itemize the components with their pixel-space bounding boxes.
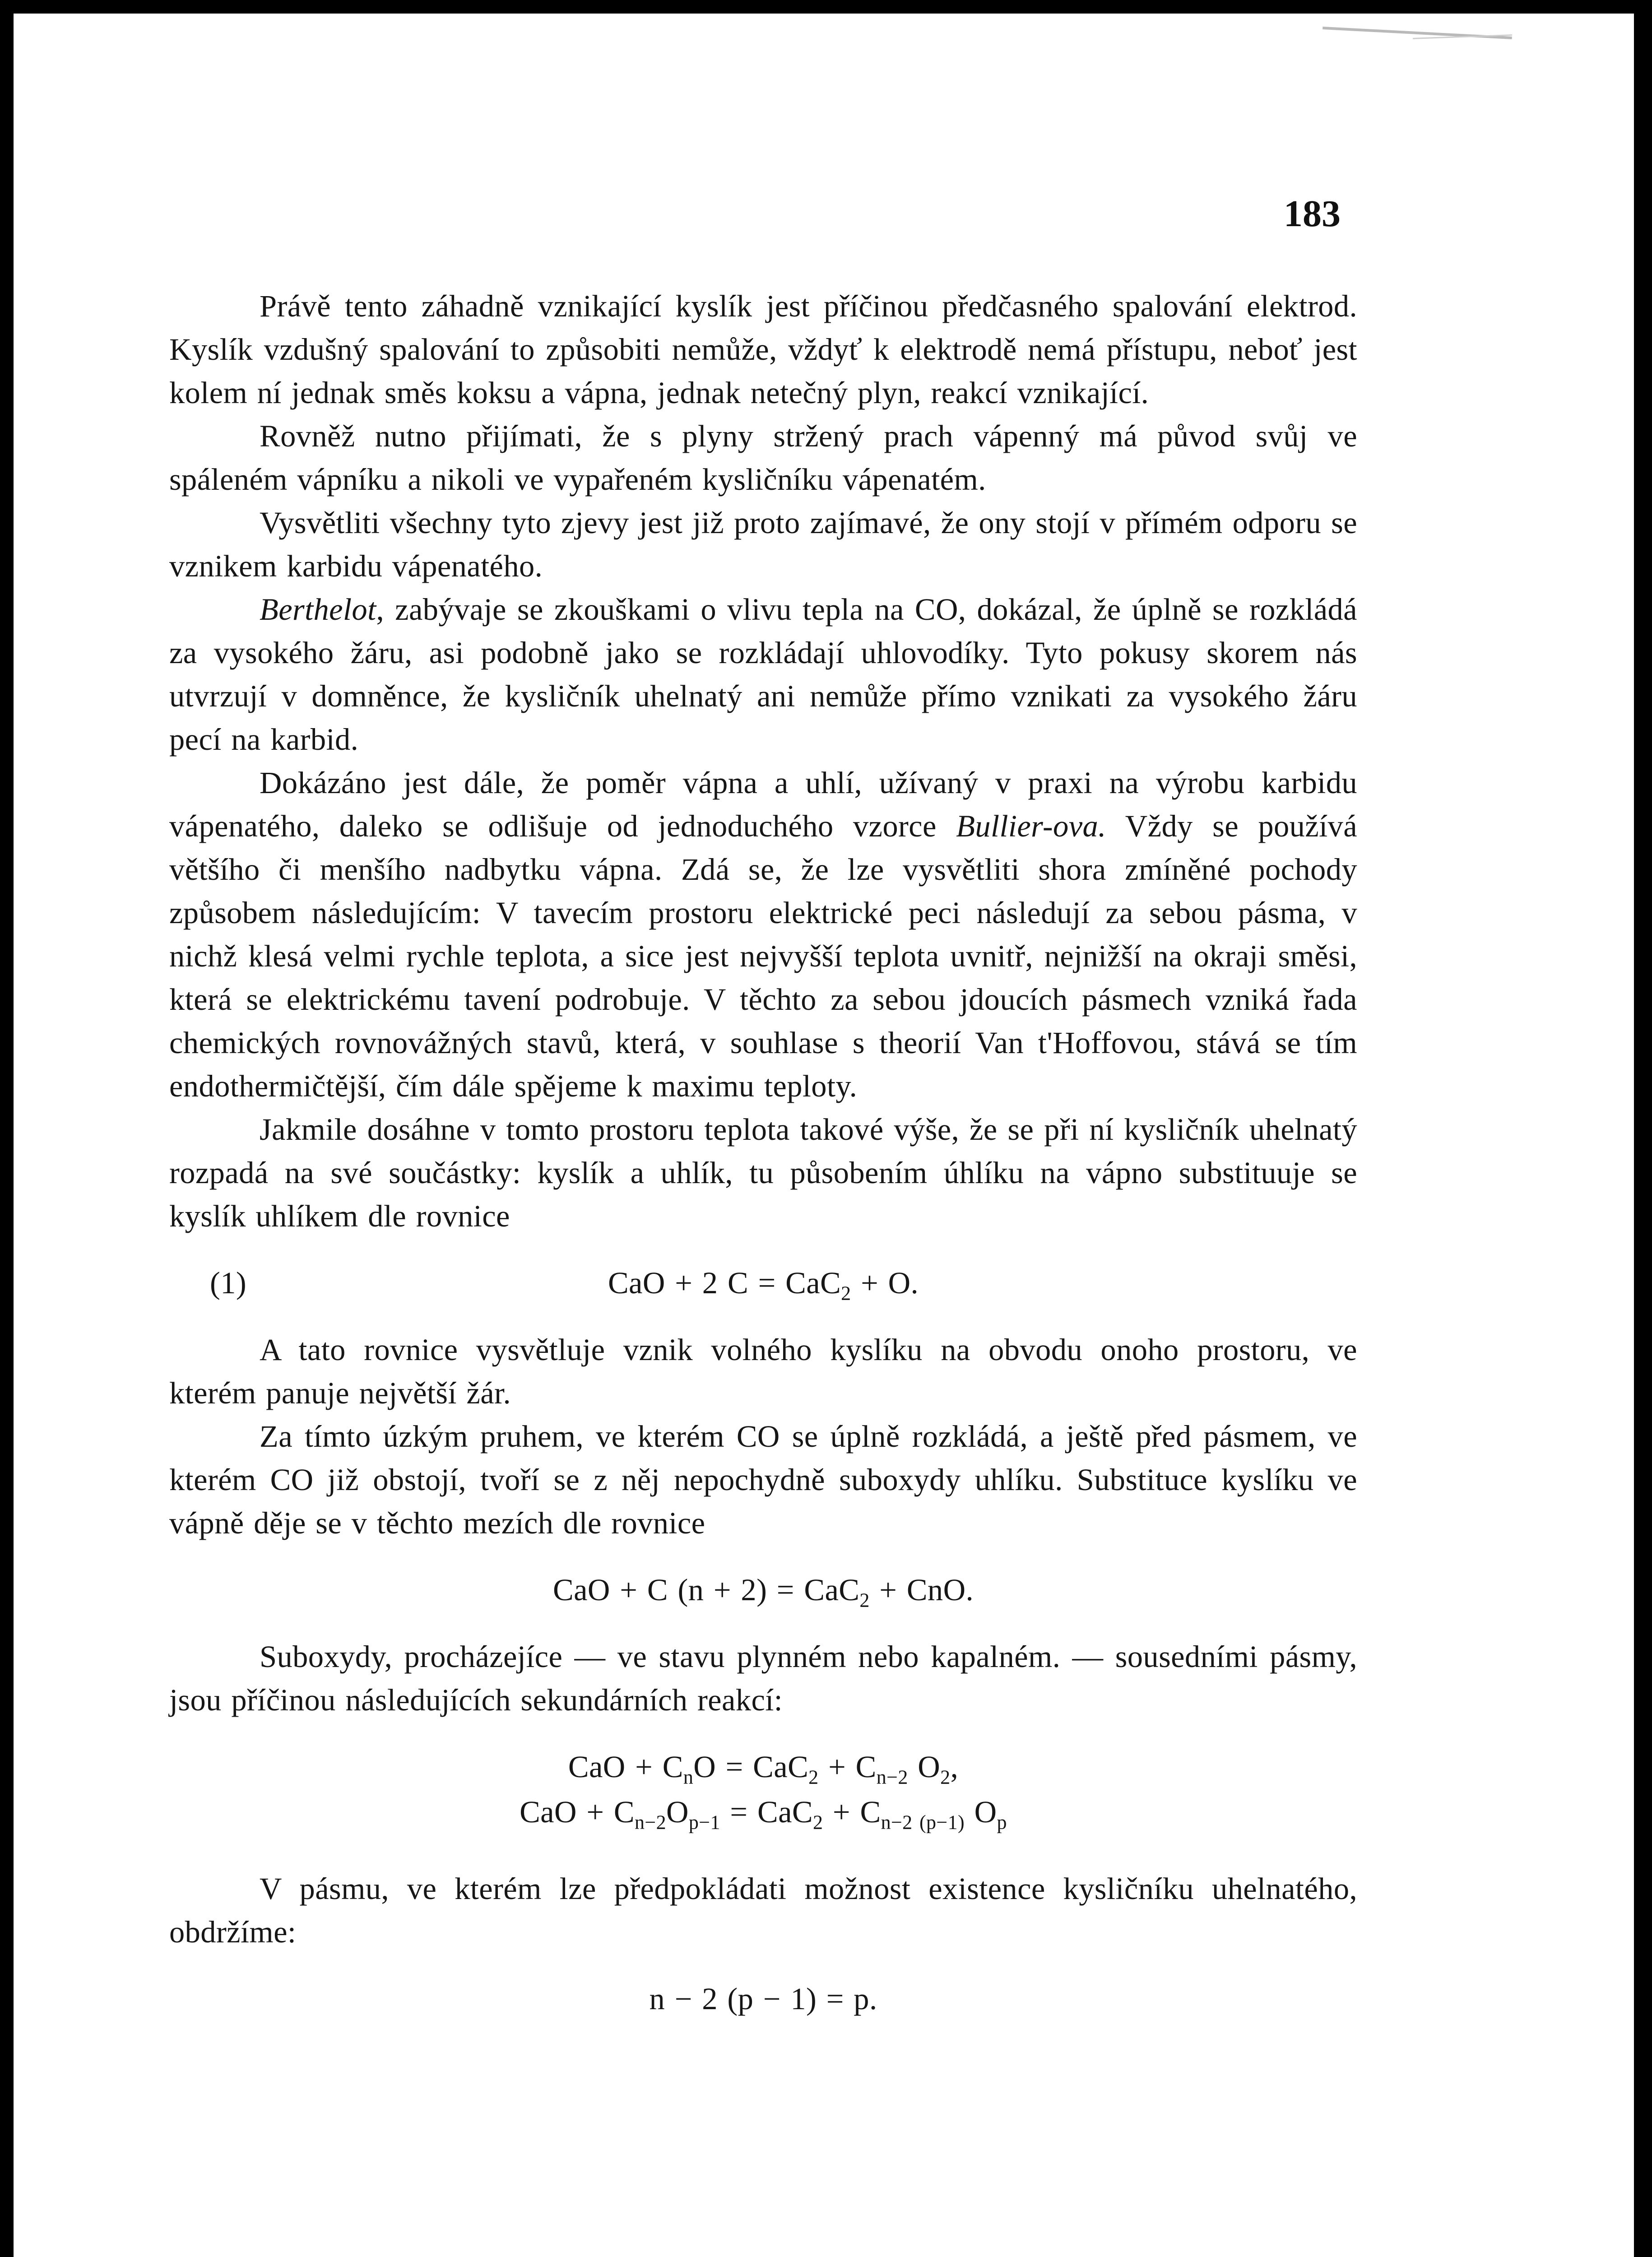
- equation-4-part: O: [666, 1795, 689, 1829]
- equation-4-part: + C: [823, 1795, 881, 1829]
- author-name-bullier: Bullier-ova.: [956, 809, 1106, 843]
- equation-4: [169, 1789, 1357, 1834]
- paragraph-4: [169, 588, 1357, 761]
- equation-3-part: O = CaC: [693, 1750, 809, 1784]
- paragraph-5: [169, 761, 1357, 1108]
- equation-4-subscript: 2: [812, 1811, 823, 1834]
- equation-3-subscript: 2: [940, 1766, 951, 1788]
- paragraph-7: A tato rovnice vysvětluje vznik volného kyslíku na obvodu onoho prostoru, ve kterém panuje největší žár.: [169, 1333, 1357, 1410]
- equation-4-part: = CaC: [720, 1795, 813, 1829]
- paragraph-3: Vysvětliti všechny tyto zjevy jest již proto zajímavé, že ony stojí v přímém odporu se vznikem karbidu vápenatého.: [169, 506, 1357, 583]
- paragraph-5-start: Dokázáno jest dále, že poměr vápna a uhlí, užívaný v praxi na výrobu karbidu vápenatého, daleko se odlišuje od jednoduchého vzorce: [169, 766, 1357, 843]
- equation-1-subscript: 2: [841, 1282, 851, 1305]
- equation-4-part: O: [965, 1795, 997, 1829]
- equation-1-number: (1): [210, 1266, 247, 1300]
- paragraph-4-text: , zabývaje se zkouškami o vlivu tepla na CO, dokázal, že úplně se rozkládá za vysokého žáru, asi podobně jako se rozkládají uhlovodíky. Tyto pokusy skorem nás utvrzují v domněnce, že kysličník uhelnatý ani nemůže přímo vznikati za vysokého žáru pecí na karbid.: [169, 592, 1357, 757]
- paragraph-5-text: Vždy se používá většího či menšího nadbytku vápna. Zdá se, že lze vysvětliti shora zmíněné pochody způsobem následujícím: V tavecím prostoru elektrické peci následují za sebou pásma, v nichž klesá velmi rychle teplota, a sice jest nejvyšší teplota uvnitř, nejnižší na okraji směsi, která se elektrickému tavení podrobuje. V těchto za sebou jdoucích pásmech vzniká řada chemických rovnovážných stavů, která, v souhlase s theorií Van t'Hoffovou, stává se tím endothermičtější, čím dále spějeme k maximu teploty.: [169, 809, 1357, 1103]
- equation-4-subscript: p−1: [688, 1811, 720, 1834]
- equation-3-part: CaO + C: [568, 1750, 683, 1784]
- equation-1-part: CaO + 2 C = CaC: [608, 1266, 841, 1300]
- equation-3-part: O: [908, 1750, 941, 1784]
- equation-2: [169, 1567, 1357, 1612]
- equation-2-part: CaO + C (n + 2) = CaC: [553, 1573, 860, 1607]
- equation-5: [169, 1976, 1357, 2021]
- equation-3-subscript: n: [683, 1766, 694, 1788]
- equation-4-part: CaO + C: [520, 1795, 635, 1829]
- paragraph-6: Jakmile dosáhne v tomto prostoru teplota takové výše, že se při ní kysličník uhelnatý rozpadá na své součástky: kyslík a uhlík, tu působením úhlíku na vápno substituuje se kyslík uhlíkem dle rovnice: [169, 1112, 1357, 1233]
- equation-2-part: + CnO.: [869, 1573, 974, 1607]
- equation-5-body: n − 2 (p − 1) = p.: [649, 1982, 877, 2016]
- equation-3-part: ,: [950, 1750, 959, 1784]
- equation-4-subscript: p: [997, 1811, 1007, 1834]
- paragraph-8: Za tímto úzkým pruhem, ve kterém CO se úplně rozkládá, a ještě před pásmem, ve kterém CO již obstojí, tvoří se z něj nepochydně suboxydy uhlíku. Substituce kyslíku ve vápně děje se v těchto mezích dle rovnice: [169, 1419, 1357, 1540]
- paragraph-9: Suboxydy, procházejíce — ve stavu plynném nebo kapalném. — sousedními pásmy, jsou příčinou následujících sekundárních reakcí:: [169, 1639, 1357, 1717]
- equation-3-subscript: 2: [808, 1766, 819, 1788]
- equation-1-part: + O.: [851, 1266, 919, 1300]
- paragraph-2: Rovněž nutno přijímati, že s plyny stržený prach vápenný má původ svůj ve spáleném vápníku a nikoli ve vypařeném kysličníku vápenatém.: [169, 419, 1357, 497]
- author-name-berthelot: Berthelot: [260, 592, 376, 627]
- equation-2-subscript: 2: [859, 1589, 870, 1611]
- equation-1: [169, 1260, 1357, 1305]
- equation-4-subscript: n−2 (p−1): [881, 1811, 965, 1834]
- equation-3: [169, 1744, 1357, 1789]
- paragraph-10: V pásmu, ve kterém lze předpokládati možnost existence kysličníku uhelnatého, obdržíme:: [169, 1872, 1357, 1949]
- paragraph-1: Právě tento záhadně vznikající kyslík jest příčinou předčasného spalování elektrod. Kyslík vzdušný spalování to způsobiti nemůže, vždyť k elektrodě nemá přístupu, neboť jest kolem ní jednak směs koksu a vápna, jednak netečný plyn, reakcí vznikající.: [169, 289, 1357, 410]
- equation-4-subscript: n−2: [635, 1811, 667, 1834]
- page-number: 183: [1284, 193, 1341, 235]
- book-page: [14, 14, 1634, 2257]
- equation-3-part: + C: [818, 1750, 877, 1784]
- equation-3-subscript: n−2: [876, 1766, 908, 1788]
- body-text: [169, 284, 1357, 2021]
